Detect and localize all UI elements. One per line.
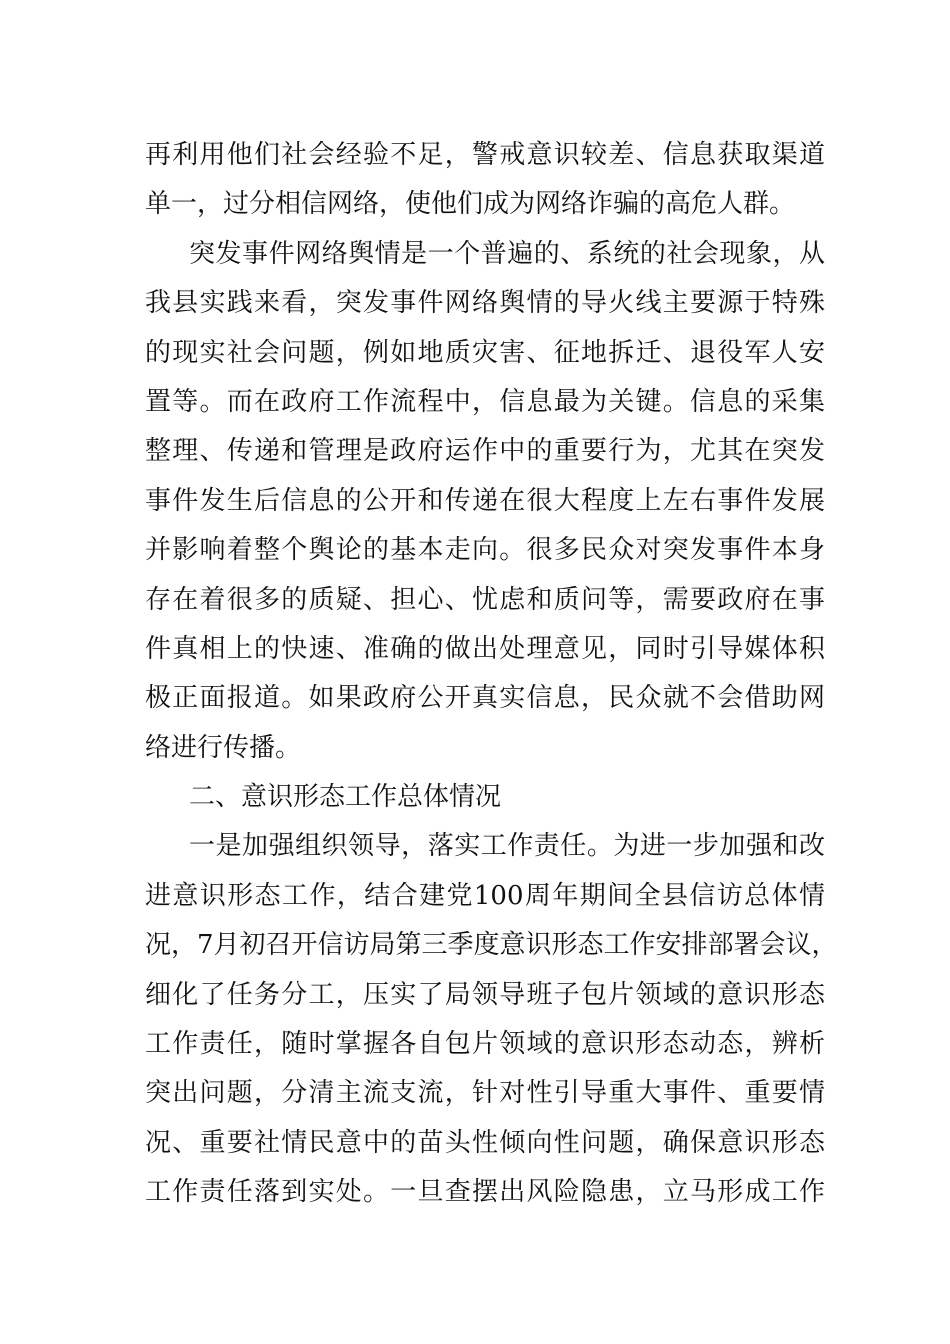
text-line: 工作责任，随时掌握各自包片领域的意识形态动态，辨析 [145,1029,825,1060]
paragraph [145,230,825,773]
text-line: 的现实社会问题，例如地质灾害、征地拆迁、退役军人安 [145,337,825,368]
text-line: 我县实践来看，突发事件网络舆情的导火线主要源于特殊 [145,288,825,319]
text-line: 再利用他们社会经验不足，警戒意识较差、信息获取渠道 [145,140,825,170]
text-line: 况、重要社情民意中的苗头性倾向性问题，确保意识形态 [145,1127,825,1158]
document-body [145,131,838,1218]
text-line: 单一，过分相信网络，使他们成为网络诈骗的高危人群。 [145,189,796,220]
text-line: 一是加强组织领导，落实工作责任。为进一步加强和改 [189,831,825,862]
text-line: 件真相上的快速、准确的做出处理意见，同时引导媒体积 [145,633,825,664]
text-line: 细化了任务分工，压实了局领导班子包片领域的意识形态 [145,979,825,1010]
paragraph [145,131,825,230]
section-heading [145,773,825,822]
text-line: 置等。而在政府工作流程中，信息最为关键。信息的采集 [145,386,825,417]
text-line: 事件发生后信息的公开和传递在很大程度上左右事件发展 [145,485,825,516]
text-line: 突发事件网络舆情是一个普遍的、系统的社会现象，从 [189,238,825,269]
text-line: 存在着很多的质疑、担心、忧虑和质问等，需要政府在事 [145,584,825,615]
text-line: 整理、传递和管理是政府运作中的重要行为，尤其在突发 [145,436,825,467]
text-line: 突出问题，分清主流支流，针对性引导重大事件、重要情 [145,1078,825,1109]
text-line: 进意识形态工作，结合建党100周年期间全县信访总体情 [145,880,825,911]
text-line: 工作责任落到实处。一旦查摆出风险隐患，立马形成工作 [145,1177,825,1208]
text-line: 并影响着整个舆论的基本走向。很多民众对突发事件本身 [145,535,825,566]
section-heading-text: 二、意识形态工作总体情况 [189,782,502,813]
paragraph [145,822,838,1217]
text-line: 况，7月初召开信访局第三季度意识形态工作安排部署会议， [145,930,838,961]
text-line: 极正面报道。如果政府公开真实信息，民众就不会借助网 [145,683,825,714]
text-line: 络进行传播。 [145,732,302,763]
